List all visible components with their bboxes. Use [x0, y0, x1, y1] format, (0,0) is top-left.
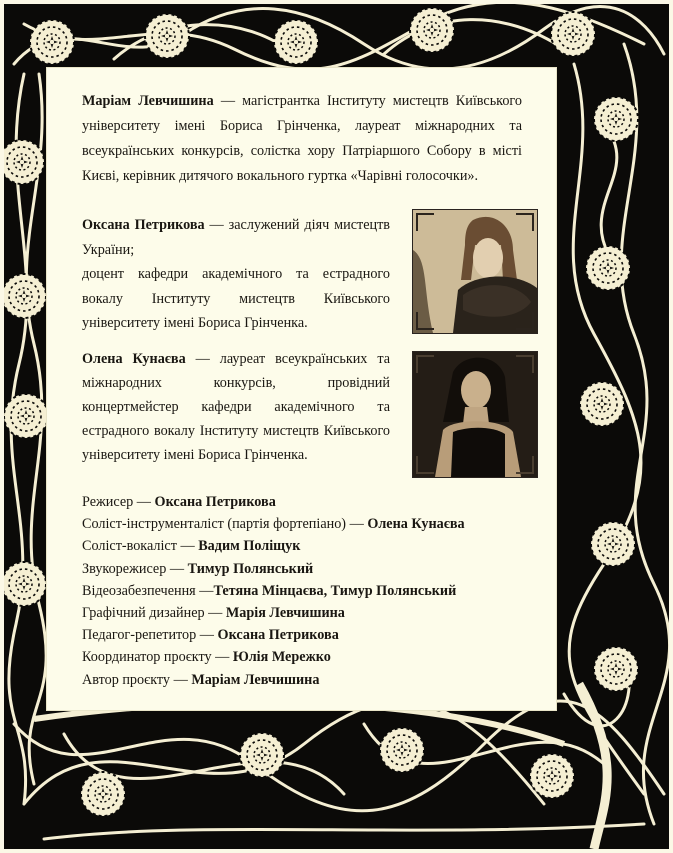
- credit-person: Оксана Петрикова: [217, 627, 339, 644]
- credit-role: Звукорежисер —: [82, 560, 188, 577]
- bio-text: — заслужений діяч мистецтв України;: [82, 217, 390, 258]
- credit-person: Оксана Петрикова: [154, 494, 276, 510]
- credit-role: Педагог-репетитор —: [82, 627, 218, 644]
- credit-person: Вадим Поліщук: [198, 538, 301, 555]
- bio-name: Оксана Петрикова: [82, 217, 205, 233]
- credit-person: Олена Кунаєва: [367, 516, 465, 533]
- content-panel: [46, 67, 557, 711]
- frame-corner-icon: [416, 355, 434, 373]
- credit-role: Графічний дизайнер —: [82, 605, 226, 622]
- intro-name: Маріам Левчишина: [82, 93, 214, 109]
- bio-text-2: доцент кафедри академічного та естрадного вокалу Інституту мистецтв Київського університету імені Бориса Грінченка.: [82, 266, 390, 331]
- frame-corner-icon: [516, 213, 534, 231]
- credit-person: Марія Левчишина: [225, 605, 345, 622]
- credit-person: Юлія Мережко: [232, 649, 331, 666]
- frame-corner-icon: [416, 456, 434, 474]
- credit-role: Координатор проєкту —: [82, 649, 233, 666]
- credit-role: Соліст-вокаліст —: [82, 538, 199, 555]
- bio-name: Олена Кунаєва: [82, 351, 186, 367]
- credit-row: [82, 646, 542, 668]
- credit-row: [82, 513, 542, 535]
- credit-row: [82, 602, 542, 624]
- frame-corner-icon: [516, 355, 534, 373]
- credit-role: Соліст-інструменталіст (партія фортепіано) —: [82, 516, 368, 533]
- credit-row: [82, 669, 542, 691]
- frame-corner-icon: [416, 312, 434, 330]
- frame-corner-icon: [416, 213, 434, 231]
- bio-text: — лауреат всеукраїнських та міжнародних конкурсів, провідний концертмейстер кафедри академічного та естрадного вокалу Інституту мистецтв Київського університету імені Бориса Грінченка.: [82, 351, 391, 463]
- credit-row: [82, 491, 542, 513]
- credit-person: Маріам Левчишина: [191, 671, 320, 688]
- credit-role: Режисер —: [82, 494, 155, 510]
- frame-corner-icon: [516, 312, 534, 330]
- bio-oksana-petrykova: [82, 213, 390, 336]
- credit-row: [82, 624, 542, 646]
- credit-person: Тимур Полянський: [187, 560, 314, 577]
- credit-role: Автор проєкту —: [82, 671, 192, 688]
- credit-row: [82, 580, 542, 602]
- intro-text: — магістрантка Інституту мистецтв Київського університету імені Бориса Грінченка, лауреат міжнародних та всеукраїнських конкурсів, солістка хору Патріаршого Собору в місті Києві, керівник дитячого вокального гуртка «Чарівні голосочки».: [82, 93, 522, 184]
- credit-row: [82, 558, 542, 580]
- intro-paragraph: [82, 89, 522, 189]
- credit-person: Тетяна Мінцаєва, Тимур Полянський: [213, 582, 457, 599]
- photo-oksana-petrykova: [412, 209, 538, 334]
- bio-olena-kunaieva: [82, 347, 390, 467]
- credits-list: [82, 491, 542, 691]
- credit-role: Відеозабезпечення —: [82, 582, 214, 599]
- credit-row: [82, 535, 542, 557]
- photo-olena-kunaieva: [412, 351, 538, 478]
- frame-corner-icon: [516, 456, 534, 474]
